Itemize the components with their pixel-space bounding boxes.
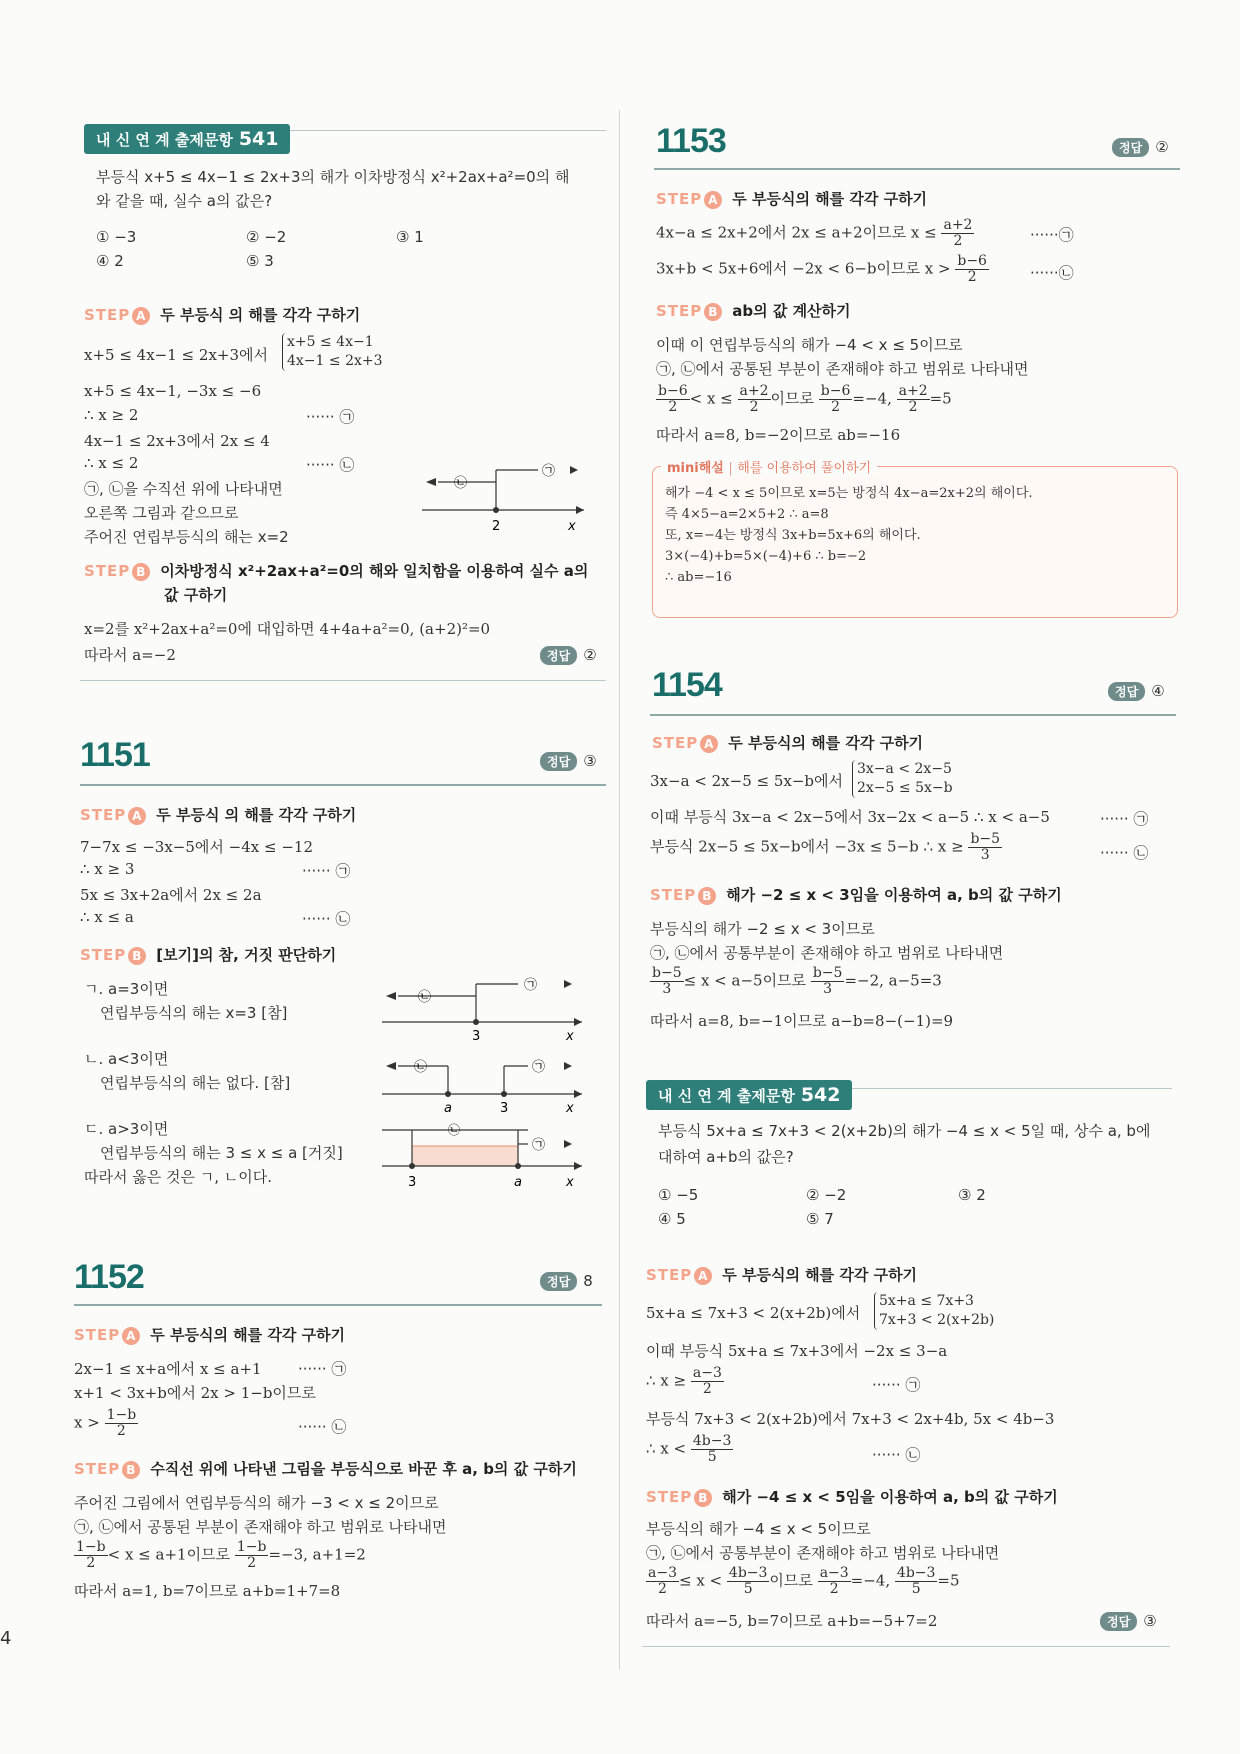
- solution-line: ∴ x ≥ $\frac{a-3}{2}$: [646, 1365, 722, 1397]
- svg-text:㉡: ㉡: [418, 990, 432, 1005]
- problem-number: 1153: [656, 122, 726, 160]
- linked-problem-banner: [84, 124, 290, 154]
- question-line: 대하여 a+b의 값은?: [658, 1148, 794, 1166]
- marker-label: ······ ㉡: [306, 456, 355, 474]
- solution-line: x+5 ≤ 4x−1 ≤ 2x+3에서: [84, 346, 268, 364]
- step-a-heading: STEP A 두 부등식의 해를 각각 구하기: [652, 734, 924, 752]
- step-b-heading: STEP B ab의 값 계산하기: [656, 302, 851, 320]
- section-rule: [74, 1304, 602, 1306]
- number-line-diagram-3: [378, 1116, 588, 1190]
- inequality-system: x+5 ≤ 4x−1 4x−1 ≤ 2x+3: [282, 333, 383, 371]
- solution-line: x > $\frac{1-b}{2}$: [74, 1407, 137, 1439]
- nl-label-right: ㉠: [542, 464, 556, 479]
- section-rule: [642, 1646, 1170, 1647]
- marker-label: ······㉠: [1030, 226, 1074, 244]
- svg-text:㉡: ㉡: [448, 1123, 461, 1137]
- svg-text:㉠: ㉠: [524, 978, 538, 993]
- solution-line: 이때 이 연립부등식의 해가 −4 < x ≤ 5이므로: [656, 336, 963, 354]
- solution-line: ∴ x ≤ 2: [84, 454, 139, 472]
- solution-line: 2x−1 ≤ x+a에서 x ≤ a+1: [74, 1360, 262, 1378]
- solution-line: $\frac{b-6}{2}$ < x ≤ $\frac{a+2}{2}$ 이므로 $\frac{b-6}{2}$ =−4, $\frac{a+2}{2}$ =5: [658, 383, 952, 415]
- answer-box: 정답 ④: [1108, 682, 1165, 701]
- step-a-heading: STEP A 두 부등식의 해를 각각 구하기: [74, 1326, 346, 1344]
- marker-label: ······ ㉠: [1100, 810, 1149, 828]
- solution-line: ㉠, ㉡을 수직선 위에 나타내면: [84, 480, 283, 498]
- solution-line: 따라서 a=−5, b=7이므로 a+b=−5+7=2: [646, 1612, 938, 1630]
- step-b-heading: STEP B [보기]의 참, 거짓 판단하기: [80, 946, 337, 964]
- step-a-heading: STEP A 두 부등식 의 해를 각각 구하기: [84, 306, 361, 324]
- svg-text:x: x: [566, 1175, 574, 1190]
- section-rule: [80, 680, 606, 681]
- step-b-heading-cont: 값 구하기: [164, 586, 228, 604]
- marker-label: ······㉡: [1030, 264, 1074, 282]
- solution-line: 5x+a ≤ 7x+3 < 2(x+2b)에서: [646, 1304, 861, 1322]
- solution-line: 따라서 a=8, b=−1이므로 a−b=8−(−1)=9: [650, 1012, 954, 1030]
- option-line: ㄱ. a=3이면: [84, 980, 169, 998]
- conclusion-line: 따라서 옳은 것은 ㄱ, ㄴ이다.: [84, 1168, 272, 1186]
- svg-text:3: 3: [408, 1175, 417, 1190]
- mini-explanation-box: [652, 461, 1178, 618]
- choice-1: ① −5: [658, 1186, 699, 1204]
- marker-label: ······ ㉡: [298, 1418, 347, 1436]
- answer-box: 정답 8: [540, 1272, 593, 1291]
- nl-tick-label: 2: [492, 519, 501, 534]
- solution-line: ㉠, ㉡에서 공통된 부분이 존재해야 하고 범위로 나타내면: [74, 1518, 447, 1536]
- problem-number: 1154: [652, 666, 722, 704]
- choice-3: ③ 1: [396, 228, 424, 246]
- step-b-heading: STEP B 수직선 위에 나타낸 그림을 부등식으로 바꾼 후 a, b의 값 구하기: [74, 1460, 577, 1478]
- solution-line: 3x−a < 2x−5 ≤ 5x−b에서: [650, 772, 843, 790]
- solution-line: ㉠, ㉡에서 공통부분이 존재해야 하고 범위로 나타내면: [650, 944, 1004, 962]
- solution-line: $\frac{1-b}{2}$ < x ≤ a+1이므로 $\frac{1-b}{2}$ =−3, a+1=2: [76, 1539, 366, 1571]
- step-a-heading: STEP A 두 부등식의 해를 각각 구하기: [656, 190, 928, 208]
- solution-line: 따라서 a=8, b=−2이므로 ab=−16: [656, 426, 901, 444]
- choice-4: ④ 2: [96, 252, 124, 270]
- choice-2: ② −2: [246, 228, 287, 246]
- solution-line: 7−7x ≤ −3x−5에서 −4x ≤ −12: [80, 838, 313, 856]
- svg-text:x: x: [566, 1101, 574, 1116]
- solution-line: x=2를 x²+2ax+a²=0에 대입하면 4+4a+a²=0, (a+2)²=0: [84, 620, 491, 638]
- option-line: 연립부등식의 해는 3 ≤ x ≤ a [거짓]: [100, 1144, 343, 1162]
- column-divider: [619, 110, 620, 1670]
- solution-line: 부등식의 해가 −2 ≤ x < 3이므로: [650, 920, 875, 938]
- problem-number: 1152: [74, 1258, 144, 1296]
- step-a-heading: STEP A 두 부등식 의 해를 각각 구하기: [80, 806, 357, 824]
- option-line: ㄷ. a>3이면: [84, 1120, 169, 1138]
- inequality-system: 5x+a ≤ 7x+3 7x+3 < 2(x+2b): [874, 1292, 994, 1330]
- solution-line: ∴ x ≤ a: [80, 908, 134, 926]
- option-line: 연립부등식의 해는 없다. [참]: [100, 1074, 291, 1092]
- solution-line: 3x+b < 5x+6에서 −2x < 6−b이므로 x > $\frac{b-6}{2}$: [656, 253, 987, 285]
- step-b-heading: STEP B 해가 −4 ≤ x < 5임을 이용하여 a, b의 값 구하기: [646, 1488, 1058, 1506]
- svg-text:x: x: [566, 1029, 574, 1044]
- solution-line: 이때 부등식 5x+a ≤ 7x+3에서 −2x ≤ 3−a: [646, 1342, 948, 1360]
- page-number: 4: [0, 1628, 12, 1649]
- marker-label: ······ ㉠: [872, 1376, 921, 1394]
- solution-line: $\frac{b-5}{3}$ ≤ x < a−5이므로 $\frac{b-5}{3}$ =−2, a−5=3: [652, 965, 942, 997]
- solution-line: 주어진 연립부등식의 해는 x=2: [84, 528, 289, 546]
- answer-box: 정답 ③: [1100, 1612, 1157, 1631]
- section-rule: [80, 784, 606, 786]
- mini-explanation-body: 해가 −4 < x ≤ 5이므로 x=5는 방정식 4x−a=2x+2의 해이다. 즉 4×5−a=2×5+2 ∴ a=8 또, x=−4는 방정식 3x+b=5x+6의 해이다. 3×(−4)+b=5×(−4)+6 ∴ b=−2 ∴ ab=−16: [665, 486, 1033, 585]
- solution-line: 부등식의 해가 −4 ≤ x < 5이므로: [646, 1520, 871, 1538]
- number-line-diagram-1: [378, 972, 588, 1044]
- solution-line: ∴ x ≥ 3: [80, 860, 135, 878]
- banner-number: 541: [238, 128, 279, 150]
- nl-axis-label: x: [568, 519, 576, 534]
- option-line: ㄴ. a<3이면: [84, 1050, 169, 1068]
- solution-line: 오른쪽 그림과 같으므로: [84, 504, 239, 522]
- choice-2: ② −2: [806, 1186, 847, 1204]
- banner-label: 내 신 연 계 출제문항: [658, 1087, 795, 1105]
- solution-line: x+5 ≤ 4x−1, −3x ≤ −6: [84, 382, 262, 400]
- solution-line: 5x ≤ 3x+2a에서 2x ≤ 2a: [80, 886, 262, 904]
- choice-3: ③ 2: [958, 1186, 986, 1204]
- choice-5: ⑤ 3: [246, 252, 274, 270]
- question-line: 부등식 x+5 ≤ 4x−1 ≤ 2x+3의 해가 이차방정식 x²+2ax+a²=0의 해: [96, 168, 570, 186]
- solution-line: 4x−a ≤ 2x+2에서 2x ≤ a+2이므로 x ≤ $\frac{a+2}{2}$: [656, 217, 973, 249]
- section-rule: [650, 714, 1176, 716]
- solution-line: ㉠, ㉡에서 공통부분이 존재해야 하고 범위로 나타내면: [646, 1544, 1000, 1562]
- solution-line: ∴ x < $\frac{4b-3}{5}$: [646, 1433, 732, 1465]
- solution-line: 이때 부등식 3x−a < 2x−5에서 3x−2x < a−5 ∴ x < a−5: [650, 808, 1050, 826]
- marker-label: ······ ㉡: [1100, 844, 1149, 862]
- solution-line: 따라서 a=1, b=7이므로 a+b=1+7=8: [74, 1582, 341, 1600]
- section-rule: [654, 168, 1180, 170]
- answer-box: 정답 ②: [540, 646, 597, 665]
- linked-problem-banner: [646, 1080, 852, 1110]
- solution-line: ∴ x ≥ 2: [84, 406, 139, 424]
- question-line: 와 같을 때, 실수 a의 값은?: [96, 192, 273, 210]
- mini-explanation-title: mini해설 | 해를 이용하여 풀이하기: [661, 457, 877, 476]
- problem-number: 1151: [80, 736, 150, 774]
- inequality-system: 3x−a < 2x−5 2x−5 ≤ 5x−b: [852, 760, 953, 798]
- marker-label: ······ ㉡: [302, 910, 351, 928]
- number-line-diagram-2: [378, 1044, 588, 1116]
- solution-line: 부등식 7x+3 < 2(x+2b)에서 7x+3 < 2x+4b, 5x < 4b−3: [646, 1410, 1055, 1428]
- choice-5: ⑤ 7: [806, 1210, 834, 1228]
- svg-text:3: 3: [472, 1029, 481, 1044]
- marker-label: ······ ㉠: [302, 862, 351, 880]
- solution-line: 부등식 2x−5 ≤ 5x−b에서 −3x ≤ 5−b ∴ x ≥ $\frac{b-5}{3}$: [650, 831, 1001, 863]
- marker-label: ······ ㉠: [306, 408, 355, 426]
- step-b-heading: STEP B 이차방정식 x²+2ax+a²=0의 해와 일치함을 이용하여 실수 a의: [84, 562, 589, 580]
- solution-line: $\frac{a-3}{2}$ ≤ x < $\frac{4b-3}{5}$ 이므로 $\frac{a-3}{2}$ =−4, $\frac{4b-3}{5}$ =5: [648, 1565, 960, 1597]
- question-line: 부등식 5x+a ≤ 7x+3 < 2(x+2b)의 해가 −4 ≤ x < 5일 때, 상수 a, b에: [658, 1122, 1151, 1140]
- number-line-diagram: [418, 460, 588, 540]
- svg-text:㉡: ㉡: [414, 1060, 428, 1075]
- svg-text:3: 3: [500, 1101, 509, 1116]
- solution-line: 주어진 그림에서 연립부등식의 해가 −3 < x ≤ 2이므로: [74, 1494, 439, 1512]
- banner-number: 542: [800, 1084, 841, 1106]
- marker-label: ······ ㉡: [872, 1446, 921, 1464]
- svg-text:a: a: [444, 1101, 452, 1116]
- solution-line: 4x−1 ≤ 2x+3에서 2x ≤ 4: [84, 432, 270, 450]
- svg-text:a: a: [514, 1175, 522, 1190]
- marker-label: ······ ㉠: [298, 1360, 347, 1378]
- choice-1: ① −3: [96, 228, 137, 246]
- step-a-heading: STEP A 두 부등식의 해를 각각 구하기: [646, 1266, 918, 1284]
- option-line: 연립부등식의 해는 x=3 [참]: [100, 1004, 288, 1022]
- step-b-heading: STEP B 해가 −2 ≤ x < 3임을 이용하여 a, b의 값 구하기: [650, 886, 1062, 904]
- banner-label: 내 신 연 계 출제문항: [96, 131, 233, 149]
- solution-line: ㉠, ㉡에서 공통된 부분이 존재해야 하고 범위로 나타내면: [656, 360, 1029, 378]
- answer-box: 정답 ③: [540, 752, 597, 771]
- nl-label-left: ㉡: [454, 476, 468, 491]
- solution-line: x+1 < 3x+b에서 2x > 1−b이므로: [74, 1384, 316, 1402]
- svg-text:㉠: ㉠: [532, 1060, 546, 1075]
- solution-line: 따라서 a=−2: [84, 646, 176, 664]
- answer-box: 정답 ②: [1112, 138, 1169, 157]
- choice-4: ④ 5: [658, 1210, 686, 1228]
- svg-text:㉠: ㉠: [532, 1138, 546, 1153]
